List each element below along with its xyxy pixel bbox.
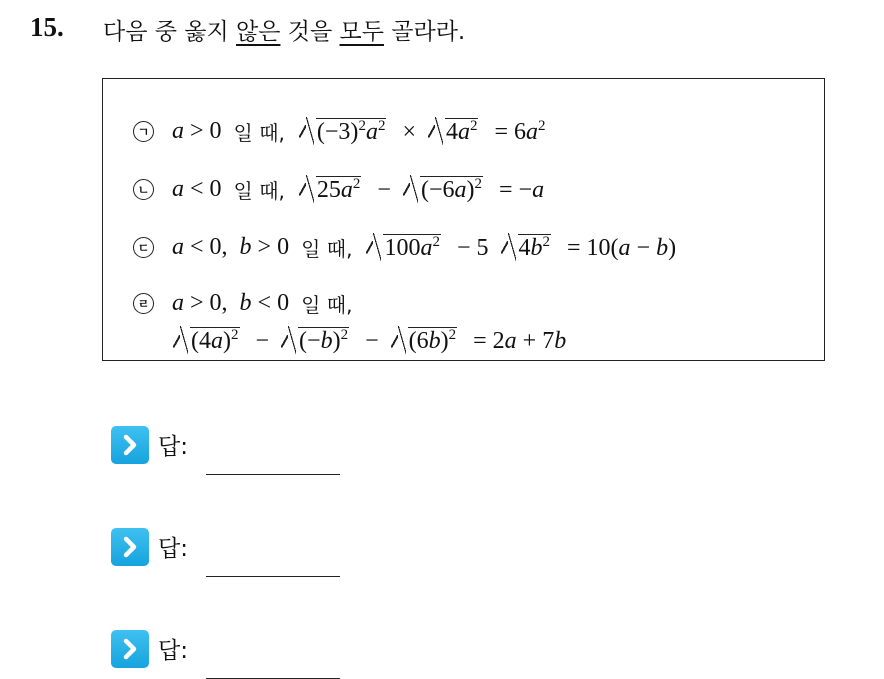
korean-when-4: 일 때,: [301, 293, 353, 317]
condition-3: a < 0, b > 0: [172, 234, 290, 260]
statement-3: [133, 233, 676, 262]
korean-when-2: 일 때,: [233, 179, 285, 203]
answer-row-1: [111, 414, 340, 475]
question-text: 다음 중 옳지 않은 것을 모두 골라라.: [103, 19, 466, 45]
statement-4: [133, 289, 366, 318]
marker-digeut: ㄷ: [133, 237, 154, 258]
equation-2: $25a^2 - (-6a)^2 = -a$: [299, 176, 544, 204]
answer-blank-2[interactable]: [206, 546, 340, 577]
answer-row-3: [111, 618, 340, 679]
answer-blank-3[interactable]: [206, 648, 340, 679]
statement-1: [133, 117, 546, 146]
answer-label: 답:: [158, 536, 188, 562]
condition-2: a < 0: [172, 176, 222, 202]
korean-when-1: 일 때,: [233, 121, 285, 145]
answer-blank-1[interactable]: [206, 444, 340, 475]
korean-when-3: 일 때,: [301, 237, 353, 261]
statements-box: [102, 78, 825, 361]
answer-label: 답:: [158, 638, 188, 664]
answer-row-2: [111, 516, 340, 577]
answer-label: 답:: [158, 434, 188, 460]
equation-4: $(4a)^2 - (-b)^2 - (6b)^2 = 2a + 7b$: [173, 327, 566, 355]
equation-3: $100a^2 - 5$ $4b^2 = 10(a - b)$: [366, 234, 676, 262]
condition-1: a > 0: [172, 118, 222, 144]
marker-rieul: ㄹ: [133, 293, 154, 314]
statement-2: [133, 175, 544, 204]
emphasis-all: 모두: [339, 19, 384, 45]
question-number: 15.: [30, 12, 64, 42]
condition-4: a > 0, b < 0: [172, 290, 290, 316]
marker-giyeok: ㄱ: [133, 121, 154, 142]
marker-nieun: ㄴ: [133, 179, 154, 200]
chevron-right-icon: [111, 528, 149, 566]
statement-4-equation: [173, 327, 566, 355]
emphasis-not: 않은: [236, 19, 281, 45]
equation-1: $(-3)^2a^2 \times 4a^2 = 6a^2$: [299, 118, 546, 146]
chevron-right-icon: [111, 426, 149, 464]
